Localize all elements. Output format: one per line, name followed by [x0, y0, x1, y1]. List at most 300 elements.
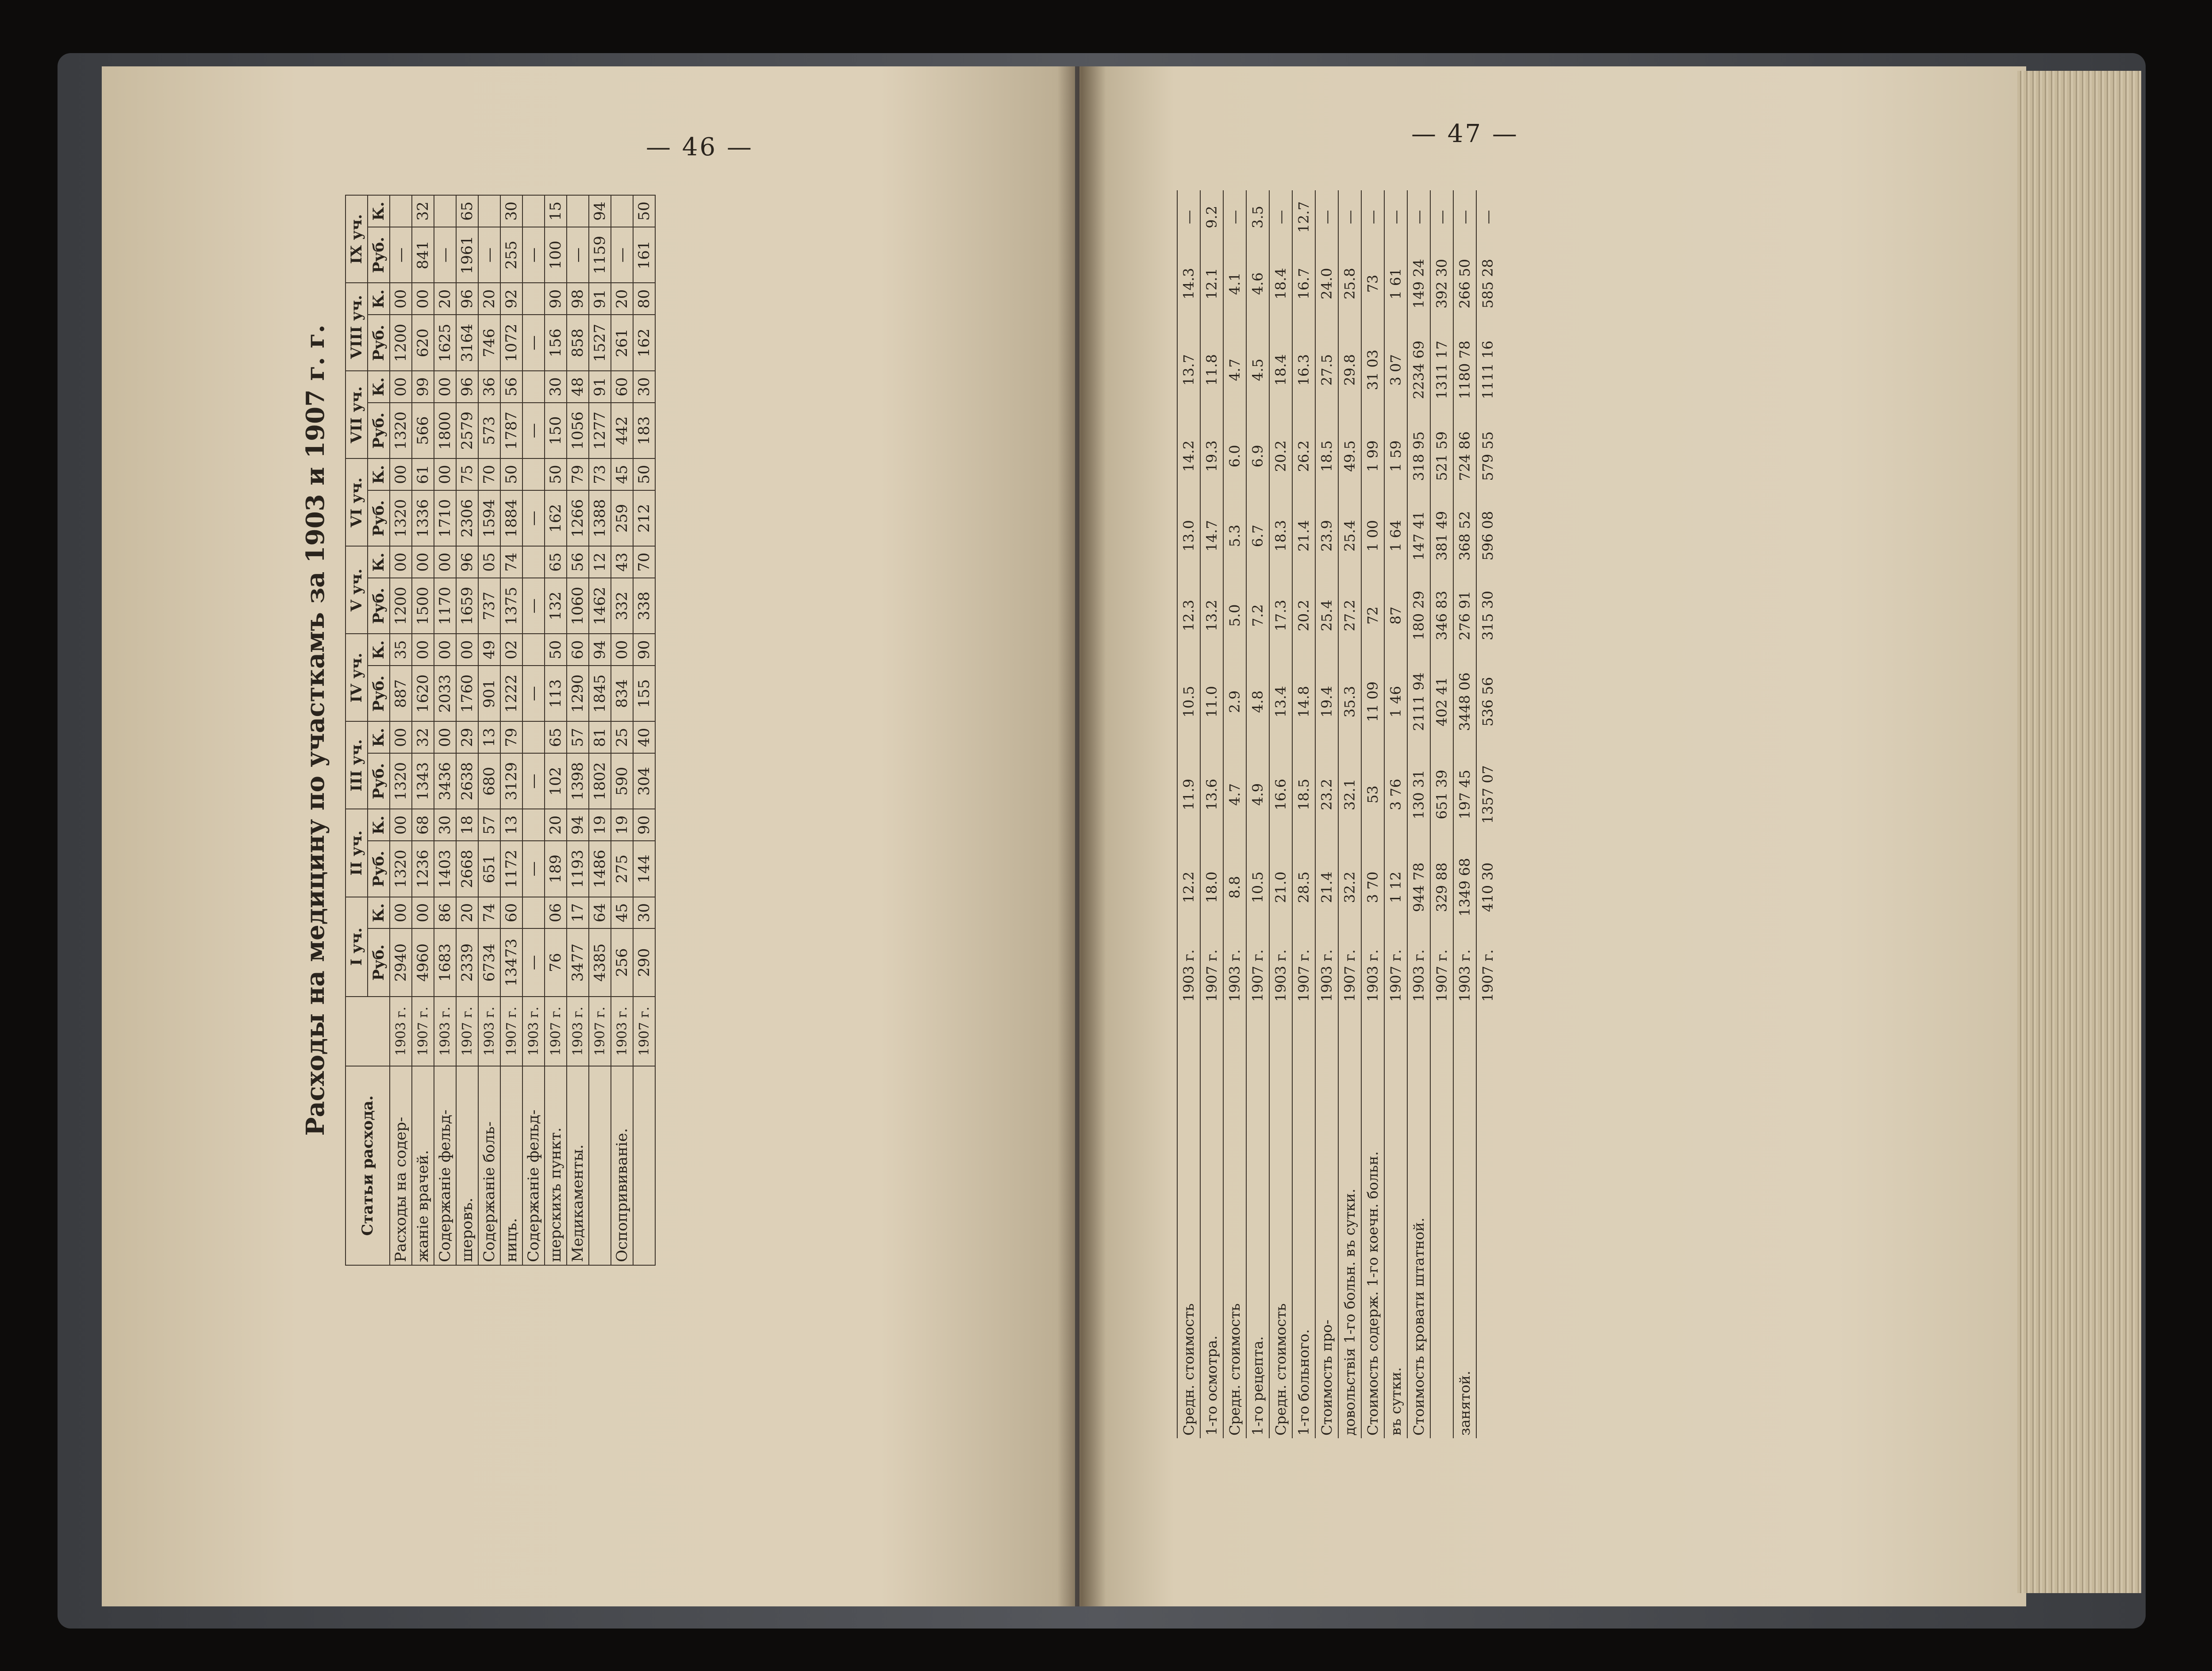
cell-value: 12.1: [1200, 244, 1223, 323]
cell-value: 14.3: [1177, 244, 1200, 323]
cell-value: 23.2: [1315, 748, 1338, 841]
cell-kop: [478, 195, 500, 227]
cell-value: 21.4: [1315, 841, 1338, 934]
cell-value: 25.4: [1315, 576, 1338, 655]
cell-value: 26.2: [1292, 416, 1315, 496]
cell-rub: 13473: [500, 928, 522, 996]
cell-kop: 32: [412, 721, 434, 753]
table-row: [589, 195, 611, 1265]
cell-value: 29.8: [1338, 323, 1361, 416]
row-year: 1903 г.: [434, 997, 456, 1066]
row-year: 1907 г.: [545, 997, 567, 1066]
cell-value: 18.5: [1315, 416, 1338, 496]
cell-value: 276 91: [1453, 576, 1476, 655]
cell-value: 24.0: [1315, 244, 1338, 323]
cell-kop: 57: [478, 809, 500, 841]
header-rub: Руб.: [368, 578, 390, 634]
cell-value: 13.6: [1200, 748, 1223, 841]
cell-value: 20.2: [1269, 416, 1292, 496]
cell-value: 4.7: [1223, 323, 1246, 416]
cell-kop: 96: [456, 371, 478, 403]
cell-value: 147 41: [1407, 496, 1430, 576]
table-row: [1223, 190, 1246, 1438]
cell-kop: 29: [456, 721, 478, 753]
cell-kop: 60: [611, 371, 633, 403]
cell-kop: 64: [589, 897, 611, 929]
cell-value: 4.7: [1223, 748, 1246, 841]
cell-value: 3 70: [1361, 841, 1384, 934]
cell-kop: 68: [412, 809, 434, 841]
cell-value: 381 49: [1430, 496, 1453, 576]
cell-kop: 00: [456, 634, 478, 666]
cell-rub: 1072: [500, 315, 522, 371]
cell-value: 32.1: [1338, 748, 1361, 841]
row-year: 1907 г.: [1246, 934, 1269, 1018]
cell-value: —: [1407, 190, 1430, 244]
cell-kop: 00: [434, 371, 456, 403]
cell-rub: 590: [611, 753, 633, 809]
cell-kop: 45: [611, 458, 633, 490]
cell-rub: 332: [611, 578, 633, 634]
cell-rub: 259: [611, 490, 633, 546]
cell-rub: 189: [545, 841, 567, 897]
cell-kop: 94: [589, 634, 611, 666]
row-item: въ сутки.: [1384, 1017, 1407, 1438]
header-kop: К.: [368, 634, 390, 666]
cell-rub: 1343: [412, 753, 434, 809]
cell-rub: 1961: [456, 227, 478, 283]
cell-rub: 1266: [567, 490, 589, 546]
cell-value: 5.3: [1223, 496, 1246, 576]
row-year: 1903 г.: [390, 997, 412, 1066]
cell-rub: 1320: [390, 841, 412, 897]
cell-kop: 65: [545, 546, 567, 578]
table-row: [1453, 190, 1476, 1438]
cell-value: 944 78: [1407, 841, 1430, 934]
cell-kop: 20: [611, 283, 633, 315]
cell-kop: 56: [567, 546, 589, 578]
cell-kop: 30: [633, 371, 655, 403]
cell-rub: 102: [545, 753, 567, 809]
cell-rub: —: [522, 928, 545, 996]
cell-kop: [522, 546, 545, 578]
cell-value: 73: [1361, 244, 1384, 323]
cell-rub: 887: [390, 666, 412, 721]
cell-value: 651 39: [1430, 748, 1453, 841]
row-item: Содержаніе фельд-: [434, 1066, 456, 1265]
cell-kop: 45: [611, 897, 633, 929]
cell-rub: 1462: [589, 578, 611, 634]
table-row: [1177, 190, 1200, 1438]
cell-value: 6.7: [1246, 496, 1269, 576]
costs-table: [1177, 190, 1499, 1438]
cell-rub: 1320: [390, 403, 412, 458]
cell-rub: 1222: [500, 666, 522, 721]
row-item: довольствія 1-го больн. въ сутки.: [1338, 1017, 1361, 1438]
row-item: 1-го рецепта.: [1246, 1017, 1269, 1438]
cell-kop: 13: [478, 721, 500, 753]
cell-value: 11.0: [1200, 655, 1223, 748]
cell-rub: 901: [478, 666, 500, 721]
cell-rub: 113: [545, 666, 567, 721]
cell-value: 23.9: [1315, 496, 1338, 576]
row-year: 1907 г.: [1200, 934, 1223, 1018]
cell-rub: 1200: [390, 578, 412, 634]
cell-value: 11 09: [1361, 655, 1384, 748]
cell-rub: 4385: [589, 928, 611, 996]
cell-kop: 75: [456, 458, 478, 490]
cell-kop: [522, 458, 545, 490]
cell-rub: 183: [633, 403, 655, 458]
cell-rub: 1060: [567, 578, 589, 634]
cell-value: 72: [1361, 576, 1384, 655]
cell-value: 1111 16: [1476, 323, 1499, 416]
cell-rub: 1193: [567, 841, 589, 897]
cell-kop: 90: [633, 634, 655, 666]
row-item: жаніе врачей.: [412, 1066, 434, 1265]
row-year: 1907 г.: [500, 997, 522, 1066]
header-rub: Руб.: [368, 315, 390, 371]
cell-value: 596 08: [1476, 496, 1499, 576]
cell-value: 8.8: [1223, 841, 1246, 934]
cell-value: 18.3: [1269, 496, 1292, 576]
cell-kop: [522, 634, 545, 666]
cell-kop: [522, 897, 545, 929]
cell-rub: —: [567, 227, 589, 283]
cell-rub: 3129: [500, 753, 522, 809]
header-kop: К.: [368, 809, 390, 841]
row-year: 1903 г.: [1453, 934, 1476, 1018]
cell-value: 3.5: [1246, 190, 1269, 244]
cell-value: 12.7: [1292, 190, 1315, 244]
cell-rub: 1403: [434, 841, 456, 897]
cell-kop: 50: [545, 458, 567, 490]
cell-rub: 2306: [456, 490, 478, 546]
cell-rub: 737: [478, 578, 500, 634]
cell-value: 13.2: [1200, 576, 1223, 655]
table-row: [390, 195, 412, 1265]
table-row: [1338, 190, 1361, 1438]
cell-value: 14.8: [1292, 655, 1315, 748]
row-year: 1903 г.: [1269, 934, 1292, 1018]
cell-value: —: [1315, 190, 1338, 244]
cell-kop: 57: [567, 721, 589, 753]
table-row: [1407, 190, 1430, 1438]
cell-value: 13.0: [1177, 496, 1200, 576]
cell-kop: 12: [589, 546, 611, 578]
cell-kop: 80: [633, 283, 655, 315]
header-kop: К.: [368, 546, 390, 578]
row-year: 1903 г.: [1315, 934, 1338, 1018]
cell-value: 19.3: [1200, 416, 1223, 496]
cell-kop: 79: [500, 721, 522, 753]
cell-kop: 60: [567, 634, 589, 666]
cell-rub: 1320: [390, 753, 412, 809]
cell-kop: 06: [545, 897, 567, 929]
row-year: 1907 г.: [589, 997, 611, 1066]
cell-kop: 86: [434, 897, 456, 929]
row-year: 1907 г.: [1476, 934, 1499, 1018]
cell-value: 180 29: [1407, 576, 1430, 655]
cell-value: 6.9: [1246, 416, 1269, 496]
cell-value: 11.8: [1200, 323, 1223, 416]
table-row: [1430, 190, 1453, 1438]
row-item: Средн. стоимость: [1269, 1017, 1292, 1438]
cell-value: 724 86: [1453, 416, 1476, 496]
cell-value: 346 83: [1430, 576, 1453, 655]
cell-rub: —: [522, 753, 545, 809]
cell-kop: [611, 195, 633, 227]
cell-rub: 256: [611, 928, 633, 996]
cell-kop: 92: [500, 283, 522, 315]
cell-kop: 35: [390, 634, 412, 666]
header-district: VIII уч.: [346, 283, 368, 371]
cell-value: 4.6: [1246, 244, 1269, 323]
cell-value: 35.3: [1338, 655, 1361, 748]
cell-value: 20.2: [1292, 576, 1315, 655]
row-item: Содержаніе фельд-: [522, 1066, 545, 1265]
header-district: IX уч.: [346, 195, 368, 283]
row-item: Расходы на содер-: [390, 1066, 412, 1265]
cell-value: 10.5: [1246, 841, 1269, 934]
table-row: [1384, 190, 1407, 1438]
cell-kop: 96: [456, 283, 478, 315]
cell-rub: —: [522, 227, 545, 283]
row-year: 1903 г.: [1407, 934, 1430, 1018]
cell-kop: 48: [567, 371, 589, 403]
cell-rub: 1388: [589, 490, 611, 546]
cell-value: 1 46: [1384, 655, 1407, 748]
row-item: Медикаменты.: [567, 1066, 589, 1265]
row-year: 1903 г.: [478, 997, 500, 1066]
cell-rub: 1800: [434, 403, 456, 458]
cell-value: 1357 07: [1476, 748, 1499, 841]
row-year: 1907 г.: [412, 997, 434, 1066]
cell-kop: [522, 721, 545, 753]
cell-value: 329 88: [1430, 841, 1453, 934]
cell-value: 19.4: [1315, 655, 1338, 748]
cell-value: 16.3: [1292, 323, 1315, 416]
cell-rub: 1398: [567, 753, 589, 809]
cell-rub: 161: [633, 227, 655, 283]
cell-rub: —: [434, 227, 456, 283]
cell-value: 1 00: [1361, 496, 1384, 576]
cell-value: 579 55: [1476, 416, 1499, 496]
table-row: [1476, 190, 1499, 1438]
cell-value: 318 95: [1407, 416, 1430, 496]
book-gutter: [1057, 66, 1106, 1606]
cell-value: 16.6: [1269, 748, 1292, 841]
cell-value: 266 50: [1453, 244, 1476, 323]
cell-value: —: [1338, 190, 1361, 244]
cell-kop: 00: [390, 458, 412, 490]
cell-value: 1311 17: [1430, 323, 1453, 416]
cell-value: 18.5: [1292, 748, 1315, 841]
cell-rub: 212: [633, 490, 655, 546]
cell-kop: 30: [633, 897, 655, 929]
cell-rub: 155: [633, 666, 655, 721]
cell-kop: 02: [500, 634, 522, 666]
cell-rub: 6734: [478, 928, 500, 996]
table-row: [1200, 190, 1223, 1438]
cell-rub: —: [522, 403, 545, 458]
header-rub: Руб.: [368, 841, 390, 897]
cell-rub: 1486: [589, 841, 611, 897]
header-rub: Руб.: [368, 666, 390, 721]
header-district: I уч.: [346, 897, 368, 997]
header-item: Статьи расхода.: [346, 1066, 390, 1265]
cell-kop: 19: [589, 809, 611, 841]
cell-value: 21.0: [1269, 841, 1292, 934]
header-district: II уч.: [346, 809, 368, 897]
cell-rub: 1375: [500, 578, 522, 634]
row-item: 1-го осмотра.: [1200, 1017, 1223, 1438]
table-row: [545, 195, 567, 1265]
cell-rub: —: [522, 315, 545, 371]
cell-value: 5.0: [1223, 576, 1246, 655]
table-row: [456, 195, 478, 1265]
row-item: [1476, 1017, 1499, 1438]
cell-kop: 00: [390, 546, 412, 578]
cell-rub: —: [611, 227, 633, 283]
cell-value: 536 56: [1476, 655, 1499, 748]
cell-rub: 1683: [434, 928, 456, 996]
cell-kop: 15: [545, 195, 567, 227]
row-year: 1907 г.: [1430, 934, 1453, 1018]
cell-kop: 19: [611, 809, 633, 841]
cell-rub: 162: [633, 315, 655, 371]
cell-value: 4.8: [1246, 655, 1269, 748]
cell-rub: 566: [412, 403, 434, 458]
cell-kop: 73: [589, 458, 611, 490]
cell-value: 2234 69: [1407, 323, 1430, 416]
cell-rub: 1172: [500, 841, 522, 897]
row-year: 1907 г.: [456, 997, 478, 1066]
cell-kop: 99: [412, 371, 434, 403]
cell-rub: 2668: [456, 841, 478, 897]
cell-rub: 442: [611, 403, 633, 458]
row-item: шерскихъ пункт.: [545, 1066, 567, 1265]
row-item: Стоимость кровати штатной.: [1407, 1017, 1430, 1438]
row-item: шеровъ.: [456, 1066, 478, 1265]
cell-rub: —: [522, 578, 545, 634]
table-row: [500, 195, 522, 1265]
row-year: 1903 г.: [1177, 934, 1200, 1018]
cell-rub: 144: [633, 841, 655, 897]
cell-kop: 17: [567, 897, 589, 929]
cell-kop: [522, 283, 545, 315]
row-year: 1907 г.: [633, 997, 655, 1066]
cell-value: 18.4: [1269, 244, 1292, 323]
header-kop: К.: [368, 283, 390, 315]
cell-kop: 91: [589, 283, 611, 315]
cell-rub: 1884: [500, 490, 522, 546]
table-row: [1292, 190, 1315, 1438]
cell-rub: 1056: [567, 403, 589, 458]
cell-kop: 00: [412, 283, 434, 315]
table-body: [390, 195, 655, 1265]
cell-rub: —: [390, 227, 412, 283]
header-rub: Руб.: [368, 403, 390, 458]
cell-kop: 18: [456, 809, 478, 841]
row-item: Содержаніе боль-: [478, 1066, 500, 1265]
cell-rub: 156: [545, 315, 567, 371]
cell-kop: 00: [412, 546, 434, 578]
cell-kop: 50: [633, 458, 655, 490]
cell-rub: 1659: [456, 578, 478, 634]
cell-value: 3 76: [1384, 748, 1407, 841]
cell-rub: 1620: [412, 666, 434, 721]
header-district: VII уч.: [346, 371, 368, 458]
header-kop: К.: [368, 721, 390, 753]
row-year: 1907 г.: [1292, 934, 1315, 1018]
cell-value: 17.3: [1269, 576, 1292, 655]
cell-rub: 1500: [412, 578, 434, 634]
cell-value: 521 59: [1430, 416, 1453, 496]
cell-value: 3448 06: [1453, 655, 1476, 748]
cell-value: 21.4: [1292, 496, 1315, 576]
cell-kop: 00: [434, 634, 456, 666]
row-item: Средн. стоимость: [1177, 1017, 1200, 1438]
header-rub: Руб.: [368, 227, 390, 283]
cell-rub: 1845: [589, 666, 611, 721]
cell-rub: 841: [412, 227, 434, 283]
cell-value: 4.1: [1223, 244, 1246, 323]
cell-kop: 70: [633, 546, 655, 578]
cell-rub: 858: [567, 315, 589, 371]
cell-kop: 43: [611, 546, 633, 578]
cell-value: 1 59: [1384, 416, 1407, 496]
header-rub: Руб.: [368, 490, 390, 546]
cell-kop: 74: [478, 897, 500, 929]
cell-value: 1 61: [1384, 244, 1407, 323]
cell-value: 53: [1361, 748, 1384, 841]
row-year: 1903 г.: [567, 997, 589, 1066]
cell-value: 315 30: [1476, 576, 1499, 655]
cell-value: —: [1384, 190, 1407, 244]
header-year: [346, 997, 390, 1066]
cell-value: 18.4: [1269, 323, 1292, 416]
header-district: IV уч.: [346, 634, 368, 721]
cell-kop: 96: [456, 546, 478, 578]
cell-rub: 1594: [478, 490, 500, 546]
cell-rub: 338: [633, 578, 655, 634]
cell-rub: 2638: [456, 753, 478, 809]
cell-value: 130 31: [1407, 748, 1430, 841]
cell-kop: [522, 809, 545, 841]
cell-kop: 81: [589, 721, 611, 753]
cell-value: 28.5: [1292, 841, 1315, 934]
header-district: VI уч.: [346, 458, 368, 546]
cell-kop: 70: [478, 458, 500, 490]
table-row: [522, 195, 545, 1265]
row-item: [633, 1066, 655, 1265]
cell-kop: 25: [611, 721, 633, 753]
cell-value: 87: [1384, 576, 1407, 655]
cell-kop: 50: [633, 195, 655, 227]
cell-value: 10.5: [1177, 655, 1200, 748]
cell-rub: 3477: [567, 928, 589, 996]
cell-rub: 1200: [390, 315, 412, 371]
cell-rub: 1336: [412, 490, 434, 546]
cell-kop: 00: [434, 458, 456, 490]
cell-value: 13.4: [1269, 655, 1292, 748]
cell-kop: [390, 195, 412, 227]
cell-kop: 79: [567, 458, 589, 490]
cell-kop: 00: [412, 634, 434, 666]
cell-value: 402 41: [1430, 655, 1453, 748]
cell-kop: 65: [456, 195, 478, 227]
